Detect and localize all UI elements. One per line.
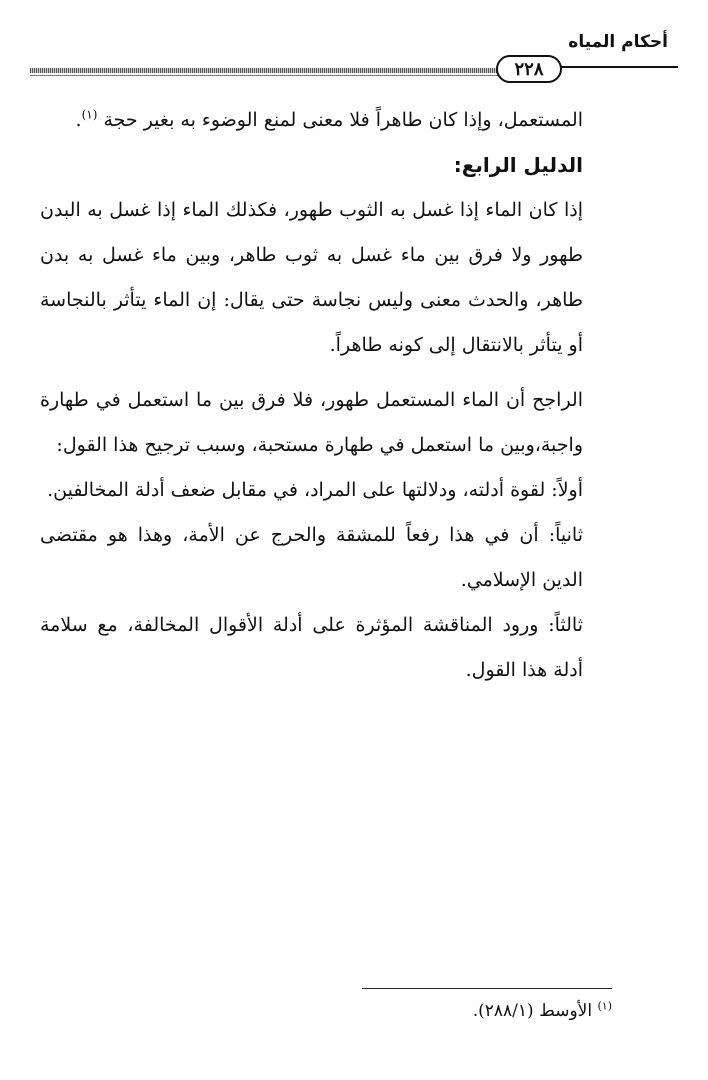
- paragraph-text: المستعمل، وإذا كان طاهراً فلا معنى لمنع الوضوء به بغير حجة: [103, 109, 583, 131]
- header-rule-thin: [30, 75, 500, 76]
- footnote-rule: [362, 988, 612, 989]
- page-number-text: ٢٢٨: [514, 58, 544, 80]
- footnote-mark: (١): [597, 999, 612, 1013]
- main-text: [40, 98, 583, 693]
- paragraph: المستعمل، وإذا كان طاهراً فلا معنى لمنع الوضوء به بغير حجة $^{(١)}$.: [75, 107, 583, 131]
- paragraph: ثانياً: أن في هذا رفعاً للمشقة والحرج عن الأمة، وهذا هو مقتضى الدين الإسلامي.: [40, 524, 583, 591]
- footnote: [473, 996, 612, 1026]
- footnote-reference: (١): [81, 107, 98, 122]
- paragraph: ثالثاً: ورود المناقشة المؤثرة على أدلة الأقوال المخالفة، مع سلامة أدلة هذا القول.: [40, 614, 583, 681]
- section-heading: الدليل الرابع:: [453, 153, 583, 177]
- footnote-text: الأوسط (٢٨٨/١).: [472, 1001, 593, 1021]
- header-rule: [30, 68, 500, 73]
- paragraph: أولاً: لقوة أدلته، ودلالتها على المراد، في مقابل ضعف أدلة المخالفين.: [47, 479, 583, 501]
- paragraph: الراجح أن الماء المستعمل طهور، فلا فرق بين ما استعمل في طهارة واجبة،وبين ما استعمل في طهارة مستحبة، وسبب ترجيح هذا القول:: [40, 389, 583, 456]
- running-title: أحكام المياه: [568, 32, 668, 52]
- paragraph: إذا كان الماء إذا غسل به الثوب طهور، فكذلك الماء إذا غسل به البدن طهور ولا فرق بين ماء غسل به ثوب طاهر، وبين ماء غسل به بدن طاهر، والحدث معنى وليس نجاسة حتى يقال: إن الماء يتأثر بالنجاسة أو يتأثر بالانتقال إلى كونه طاهراً.: [40, 199, 583, 356]
- header-line: [556, 66, 678, 68]
- page-number: [496, 55, 562, 83]
